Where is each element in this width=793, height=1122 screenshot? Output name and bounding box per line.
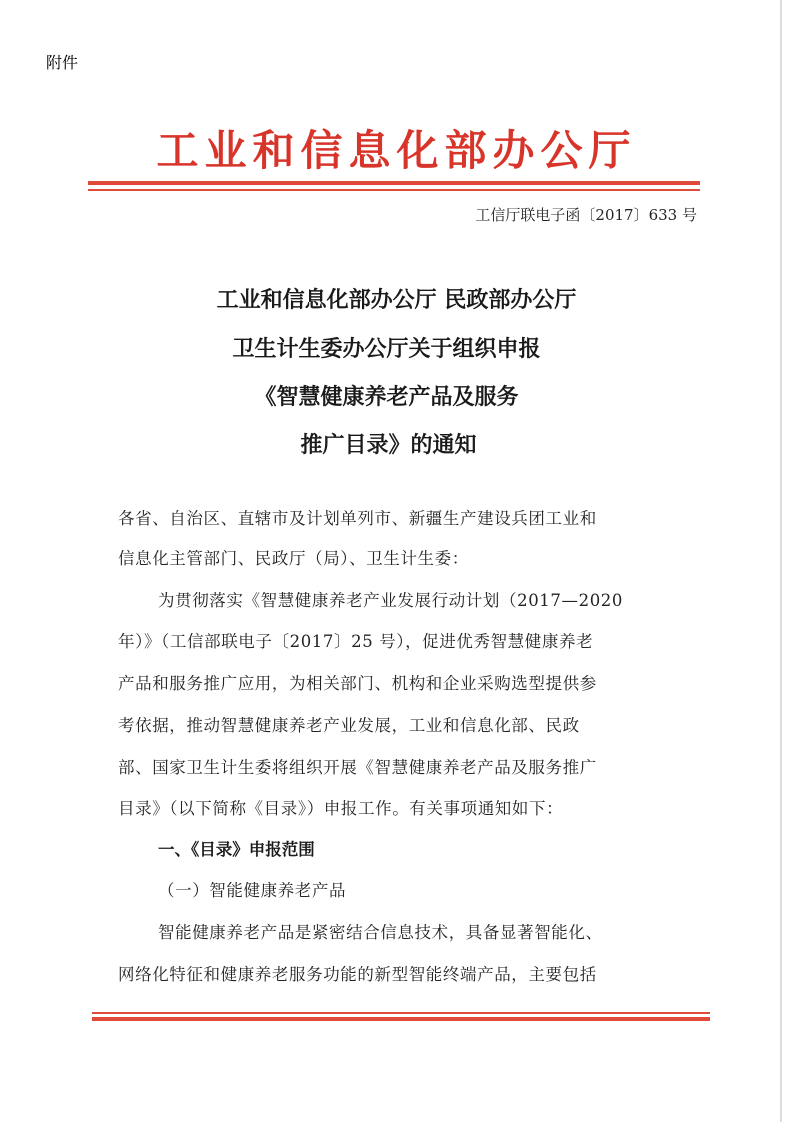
document-number: 工信厅联电子函〔2017〕633 号 <box>475 206 697 224</box>
subsection-heading: （一）智能健康养老产品 <box>158 881 347 900</box>
paragraph-line: 年）》（工信部联电子〔2017〕25 号），促进优秀智慧健康养老 <box>118 632 594 651</box>
title-line-3: 《智慧健康养老产品及服务 <box>254 385 519 410</box>
letterhead-title: 工业和信息化部办公厅 <box>156 126 637 175</box>
footer-rule-thin <box>92 1012 710 1014</box>
title-line-1: 工业和信息化部办公厅 民政部办公厅 <box>216 288 577 313</box>
paragraph-line: 网络化特征和健康养老服务功能的新型智能终端产品，主要包括 <box>118 965 597 984</box>
title-line-2: 卫生计生委办公厅关于组织申报 <box>232 337 541 362</box>
page-edge-divider <box>780 0 782 1122</box>
paragraph-line: 考依据，推动智慧健康养老产业发展，工业和信息化部、民政 <box>118 716 580 735</box>
addressee-line-1: 各省、自治区、直辖市及计划单列市、新疆生产建设兵团工业和 <box>118 509 597 528</box>
footer-rule-thick <box>92 1017 710 1021</box>
attachment-label: 附件 <box>46 53 79 72</box>
paragraph-line: 目录》（以下简称《目录》）申报工作。有关事项通知如下： <box>118 799 564 818</box>
section-heading: 一、《目录》申报范围 <box>158 840 315 859</box>
paragraph-line: 部、国家卫生计生委将组织开展《智慧健康养老产品及服务推广 <box>118 758 597 777</box>
paragraph-line: 为贯彻落实《智慧健康养老产业发展行动计划（2017—2020 <box>158 591 623 610</box>
paragraph-line: 智能健康养老产品是紧密结合信息技术，具备显著智能化、 <box>158 923 603 942</box>
addressee-line-2: 信息化主管部门、民政厅（局）、卫生计生委： <box>118 549 469 568</box>
title-line-4: 推广目录》的通知 <box>300 433 477 458</box>
letterhead-rule-thin <box>88 189 700 191</box>
paragraph-line: 产品和服务推广应用，为相关部门、机构和企业采购选型提供参 <box>118 674 597 693</box>
letterhead-rule-thick <box>88 181 700 185</box>
